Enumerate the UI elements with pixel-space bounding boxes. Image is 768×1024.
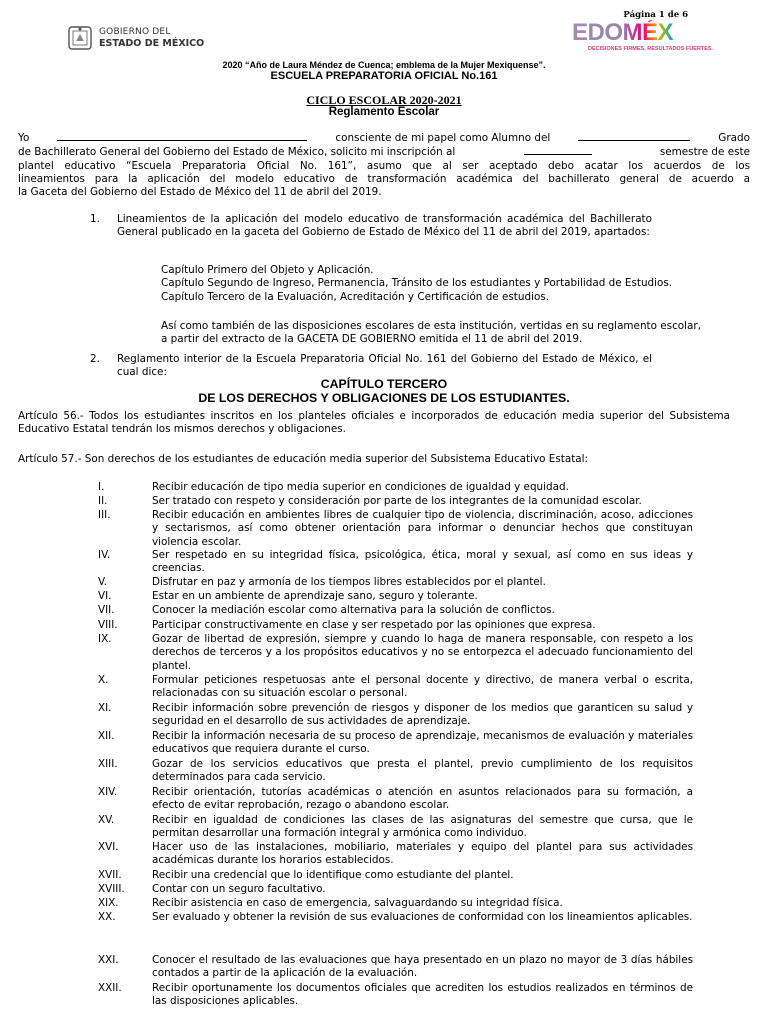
school-cycle: CICLO ESCOLAR 2020-2021 xyxy=(306,93,462,107)
right-number: VIII. xyxy=(98,619,118,631)
intro-line4: lineamientos para la aplicación del modelo educativo de transformación académica del bachillerato general de acuerdo a xyxy=(18,172,750,185)
page-number: Página 1 de 6 xyxy=(623,10,688,20)
right-text: Recibir educación en ambientes libres de cualquier tipo de violencia, discriminación, acoso, adicciones y sectarismos, así como obtener orientación para informar o denunciar hechos que constituyan violencia escolar. xyxy=(152,509,693,548)
chapter-title xyxy=(0,377,768,405)
right-number: XXII. xyxy=(98,982,122,994)
right-text: Recibir en igualdad de condiciones las clases de las asignaturas del semestre que cursa, que le permitan desarrollar una formación integral y armónica como individuo. xyxy=(152,814,693,840)
right-number: XXI. xyxy=(98,954,119,966)
right-text: Conocer la mediación escolar como alternativa para la solución de conflictos. xyxy=(152,604,555,616)
right-number: X. xyxy=(98,674,109,686)
right-text: Disfrutar en paz y armonía de los tiempos libres establecidos por el plantel. xyxy=(152,576,546,588)
right-number: IV. xyxy=(98,549,111,561)
article-56: Artículo 56.- Todos los estudiantes inscritos en los planteles oficiales e incorporados de educación media superior del Subsistema Educativo Estatal tendrán los mismos derechos y obligaciones. xyxy=(18,410,730,436)
right-number: XV. xyxy=(98,814,115,826)
school-name: ESCUELA PREPARATORIA OFICIAL No.161 xyxy=(270,70,498,82)
intro-grado: Grado xyxy=(718,132,750,144)
intro-yo: Yo xyxy=(18,132,30,144)
right-text: Recibir una credencial que lo identifique como estudiante del plantel. xyxy=(152,869,514,881)
right-number: I. xyxy=(98,481,105,493)
right-number: XIII. xyxy=(98,758,118,770)
right-text: Recibir la información necesaria de su proceso de aprendizaje, mecanismos de evaluación y materiales educativos que requiera durante el curso. xyxy=(152,730,693,756)
right-text: Gozar de libertad de expresión, siempre y cuando lo haga de manera responsable, con respeto a los derechos de terceros y a los propósitos educativos y no se entorpezca el adecuado funcionamiento del plantel. xyxy=(152,633,693,672)
brand-slogan: DECISIONES FIRMES, RESULTADOS FUERTES. xyxy=(588,46,714,52)
right-number: XI. xyxy=(98,702,112,714)
capitulo-item: Capítulo Tercero de la Evaluación, Acreditación y Certificación de estudios. xyxy=(161,290,550,303)
right-text: Formular peticiones respetuosas ante el personal docente y directivo, de manera verbal o escrita, relacionadas con su situación escolar o personal. xyxy=(152,674,693,700)
right-text: Hacer uso de las instalaciones, mobiliario, materiales y equipo del plantel para sus actividades académicas durante los horarios establecidos. xyxy=(152,841,693,867)
intro-line2a: de Bachillerato General del Gobierno del Estado de México, solicito mi inscripción al xyxy=(18,146,456,159)
chapter-title-line2: DE LOS DERECHOS Y OBLIGACIONES DE LOS ESTUDIANTES. xyxy=(198,391,570,405)
right-text: Conocer el resultado de las evaluaciones que haya presentado en un plazo no mayor de 3 días hábiles contados a partir de la aplicación de la evaluación. xyxy=(152,954,693,980)
gov-logo xyxy=(66,24,216,56)
right-number: V. xyxy=(98,576,108,588)
right-text: Estar en un ambiente de aprendizaje sano, seguro y tolerante. xyxy=(152,590,478,602)
right-number: XVII. xyxy=(98,869,122,881)
right-text: Participar constructivamente en clase y ser respetado por las opiniones que expresa. xyxy=(152,619,596,631)
lineamientos-text-2: Reglamento interior de la Escuela Preparatoria Oficial No. 161 del Gobierno del Estado de México, el cual dice: xyxy=(117,353,652,379)
right-number: VI. xyxy=(98,590,112,602)
chapter-title-line1: CAPÍTULO TERCERO xyxy=(320,377,448,391)
right-number: XX. xyxy=(98,911,116,923)
intro-line2b: semestre de este xyxy=(659,146,750,159)
plantel-blank[interactable] xyxy=(578,131,690,141)
right-text: Ser evaluado y obtener la revisión de sus evaluaciones de conformidad con los lineamientos aplicables. xyxy=(152,911,693,923)
brand-wordmark: EDOMÉX xyxy=(572,19,674,46)
right-text: Ser respetado en su integridad física, psicológica, ética, moral y sexual, así como en sus ideas y creencias. xyxy=(152,549,693,575)
list-number-2: 2. xyxy=(90,353,100,365)
semester-blank[interactable] xyxy=(524,145,592,155)
right-number: XVIII. xyxy=(98,883,125,895)
right-text: Recibir oportunamente los documentos oficiales que acrediten los estudios realizados en términos de las disposiciones aplicables. xyxy=(152,982,693,1008)
list-number-1: 1. xyxy=(90,213,100,225)
intro-line3: plantel educativo “Escuela Preparatoria Oficial No. 161”, asumo que al ser aceptado debo acatar los acuerdos de los xyxy=(18,159,750,172)
year-motto: 2020 “Año de Laura Méndez de Cuenca; emblema de la Mujer Mexiquense”. xyxy=(222,60,546,70)
capitulo-item: Capítulo Segundo de Ingreso, Permanencia, Tránsito de los estudiantes y Portabilidad de Estudios. xyxy=(161,277,673,290)
capitulo-item: Capítulo Primero del Objeto y Aplicación. xyxy=(161,264,374,276)
intro-after-name: consciente de mi papel como Alumno del xyxy=(335,132,551,144)
right-number: IX. xyxy=(98,633,112,645)
name-blank[interactable] xyxy=(57,131,307,141)
right-text: Recibir asistencia en caso de emergencia, salvaguardando su integridad física. xyxy=(152,897,563,909)
right-text: Ser tratado con respeto y consideración por parte de los integrantes de la comunidad escolar. xyxy=(152,495,642,507)
capitulos-list xyxy=(161,264,721,304)
document-title: Reglamento Escolar xyxy=(328,106,440,118)
right-number: XII. xyxy=(98,730,115,742)
right-text: Recibir orientación, tutorías académicas o atención en asuntos relacionados para su formación, a efecto de evitar reprobación, rezago o abandono escolar. xyxy=(152,786,693,812)
gov-logo-line1: GOBIERNO DEL xyxy=(99,27,171,37)
right-number: XIX. xyxy=(98,897,119,909)
edomex-logo xyxy=(572,20,732,52)
intro-paragraph xyxy=(18,131,750,199)
right-text: Recibir educación de tipo media superior en condiciones de igualdad y equidad. xyxy=(152,481,569,493)
right-number: II. xyxy=(98,495,108,507)
right-text: Gozar de los servicios educativos que presta el plantel, previo cumplimiento de los requisitos determinados para cada servicio. xyxy=(152,758,693,784)
right-text: Contar con un seguro facultativo. xyxy=(152,883,326,895)
right-number: III. xyxy=(98,509,111,521)
right-number: XVI. xyxy=(98,841,119,853)
state-shield-icon xyxy=(66,24,94,52)
lineamientos-text-1: Lineamientos de la aplicación del modelo educativo de transformación académica del Bachillerato General publicado en la gaceta del Gobierno de Estado de México del 11 de abril del 2019, apartados: xyxy=(117,213,652,239)
asi-como-paragraph: Así como también de las disposiciones escolares de esta institución, vertidas en su reglamento escolar, a partir del extracto de la GACETA DE GOBIERNO emitida el 11 de abril del 2019. xyxy=(161,320,701,346)
right-number: VII. xyxy=(98,604,115,616)
right-number: XIV. xyxy=(98,786,118,798)
gov-logo-line2: ESTADO DE MÉXICO xyxy=(99,38,205,49)
article-57: Artículo 57.- Son derechos de los estudiantes de educación media superior del Subsistema Educativo Estatal: xyxy=(18,453,589,465)
right-text: Recibir información sobre prevención de riesgos y disponer de los medios que garanticen su salud y seguridad en el desarrollo de sus actividades de aprendizaje. xyxy=(152,702,693,728)
intro-line5: la Gaceta del Gobierno del Estado de México del 11 de abril del 2019. xyxy=(18,186,382,199)
